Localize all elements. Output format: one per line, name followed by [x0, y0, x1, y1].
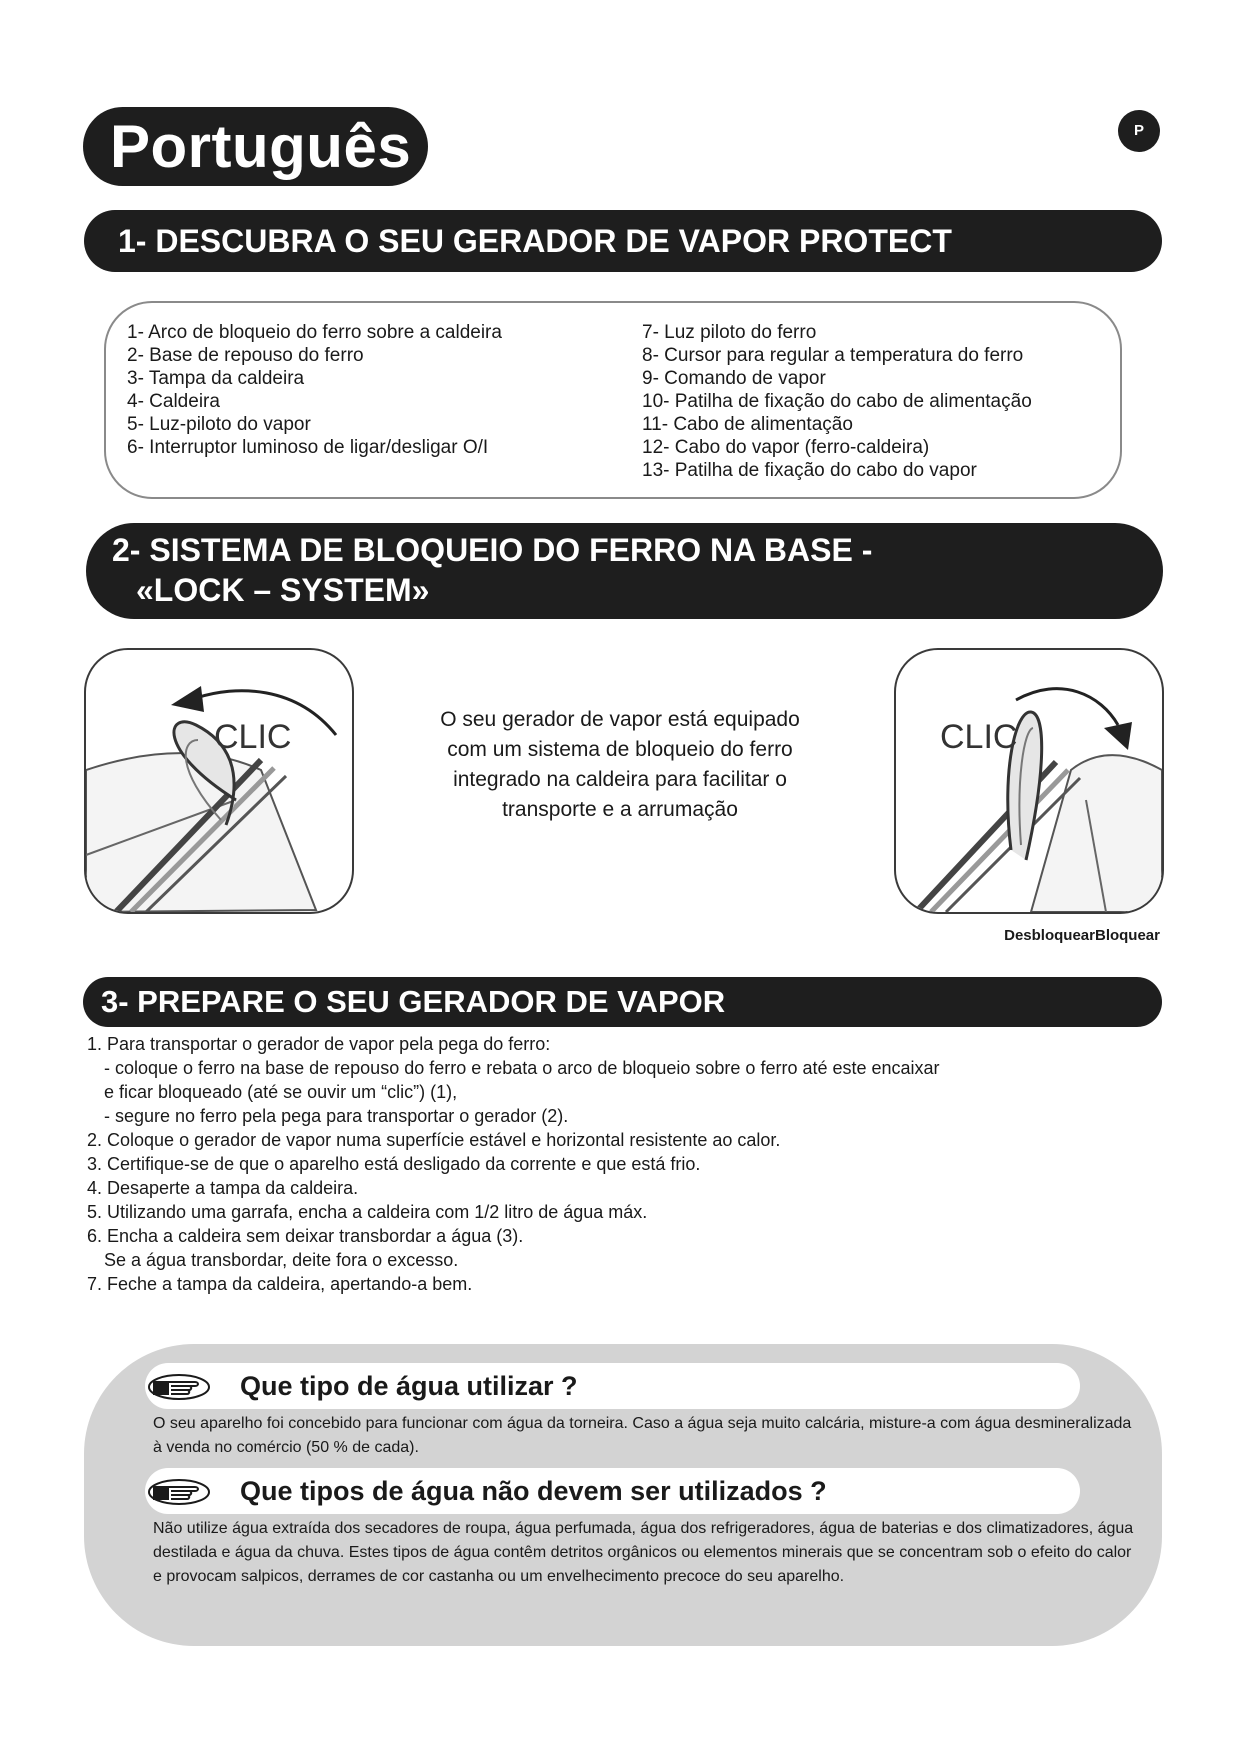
water-question-1-title: Que tipo de água utilizar ? — [240, 1371, 578, 1401]
step-item: - segure no ferro pela pega para transportar o gerador (2). — [104, 1106, 569, 1126]
section-2-heading-line1: 2- SISTEMA DE BLOQUEIO DO FERRO NA BASE - — [112, 532, 873, 568]
lock-caption: DesbloquearBloquear — [1004, 927, 1160, 944]
part-item: 8- Cursor para regular a temperatura do ferro — [642, 345, 1024, 366]
language-title: Português — [83, 107, 428, 186]
part-item: 13- Patilha de fixação do cabo do vapor — [642, 460, 977, 481]
part-item: 4- Caldeira — [127, 391, 220, 412]
part-item: 9- Comando de vapor — [642, 368, 826, 389]
part-item: 1- Arco de bloqueio do ferro sobre a caldeira — [127, 322, 502, 343]
water-question-2-title: Que tipos de água não devem ser utilizados ? — [240, 1476, 827, 1506]
part-item: 2- Base de repouso do ferro — [127, 345, 364, 366]
preparation-steps — [87, 1032, 1167, 1296]
part-item: 7- Luz piloto do ferro — [642, 322, 817, 343]
parts-list-box — [104, 301, 1122, 499]
step-item: e ficar bloqueado (até se ouvir um “clic”) (1), — [104, 1082, 458, 1102]
step-item: 5. Utilizando uma garrafa, encha a caldeira com 1/2 litro de água máx. — [87, 1202, 648, 1222]
part-item: 12- Cabo do vapor (ferro-caldeira) — [642, 437, 930, 458]
lock-system-description: O seu gerador de vapor está equipado com um sistema de bloqueio do ferro integrado na caldeira para facilitar o transporte e a arrumação — [440, 708, 800, 821]
part-item: 3- Tampa da caldeira — [127, 368, 305, 389]
water-question-1 — [145, 1363, 1080, 1409]
section-1-heading: 1- DESCUBRA O SEU GERADOR DE VAPOR PROTECT — [84, 210, 1162, 272]
water-question-2 — [145, 1468, 1080, 1514]
language-badge: P — [1118, 110, 1160, 152]
part-item: 10- Patilha de fixação do cabo de alimentação — [642, 391, 1032, 412]
step-item: 2. Coloque o gerador de vapor numa superfície estável e horizontal resistente ao calor. — [87, 1130, 781, 1150]
section-2-heading — [86, 523, 1163, 619]
water-answer-1: O seu aparelho foi concebido para funcionar com água da torneira. Caso a água seja muito calcária, misture-a com água desmineralizada à venda no comércio (50 % de cada). — [153, 1415, 1132, 1456]
step-item: Se a água transbordar, deite fora o excesso. — [104, 1250, 459, 1270]
step-item: 3. Certifique-se de que o aparelho está desligado da corrente e que está frio. — [87, 1154, 701, 1174]
pointing-hand-icon — [147, 1373, 211, 1401]
parts-list-right — [642, 321, 1032, 482]
water-answer-2: Não utilize água extraída dos secadores de roupa, água perfumada, água dos refrigeradores, água de baterias e dos climatizadores, água destilada e água da chuva. Estes tipos de água contêm detritos orgânicos ou elementos minerais que se concentram sob o efeito do calor e provocam salpicos, derrames de cor castanha ou um envelhecimento precoce do seu aparelho. — [153, 1520, 1134, 1585]
parts-list-left — [127, 321, 502, 459]
clic-label-left: CLIC — [214, 718, 292, 756]
lock-illustration — [894, 648, 1164, 914]
unlock-illustration — [84, 648, 354, 914]
part-item: 11- Cabo de alimentação — [642, 414, 853, 435]
section-3-heading: 3- PREPARE O SEU GERADOR DE VAPOR — [83, 977, 1162, 1027]
part-item: 6- Interruptor luminoso de ligar/desligar O/I — [127, 437, 489, 458]
step-item: - coloque o ferro na base de repouso do ferro e rebata o arco de bloqueio sobre o ferro até este encaixar — [104, 1058, 940, 1078]
step-item: 7. Feche a tampa da caldeira, apertando-a bem. — [87, 1274, 473, 1294]
step-item: 6. Encha a caldeira sem deixar transbordar a água (3). — [87, 1226, 524, 1246]
section-2-heading-line2: «LOCK – SYSTEM» — [136, 572, 430, 608]
step-item: 4. Desaperte a tampa da caldeira. — [87, 1178, 359, 1198]
step-item: 1. Para transportar o gerador de vapor pela pega do ferro: — [87, 1034, 551, 1054]
clic-label-right: CLIC — [940, 718, 1018, 756]
pointing-hand-icon — [147, 1478, 211, 1506]
part-item: 5- Luz-piloto do vapor — [127, 414, 311, 435]
